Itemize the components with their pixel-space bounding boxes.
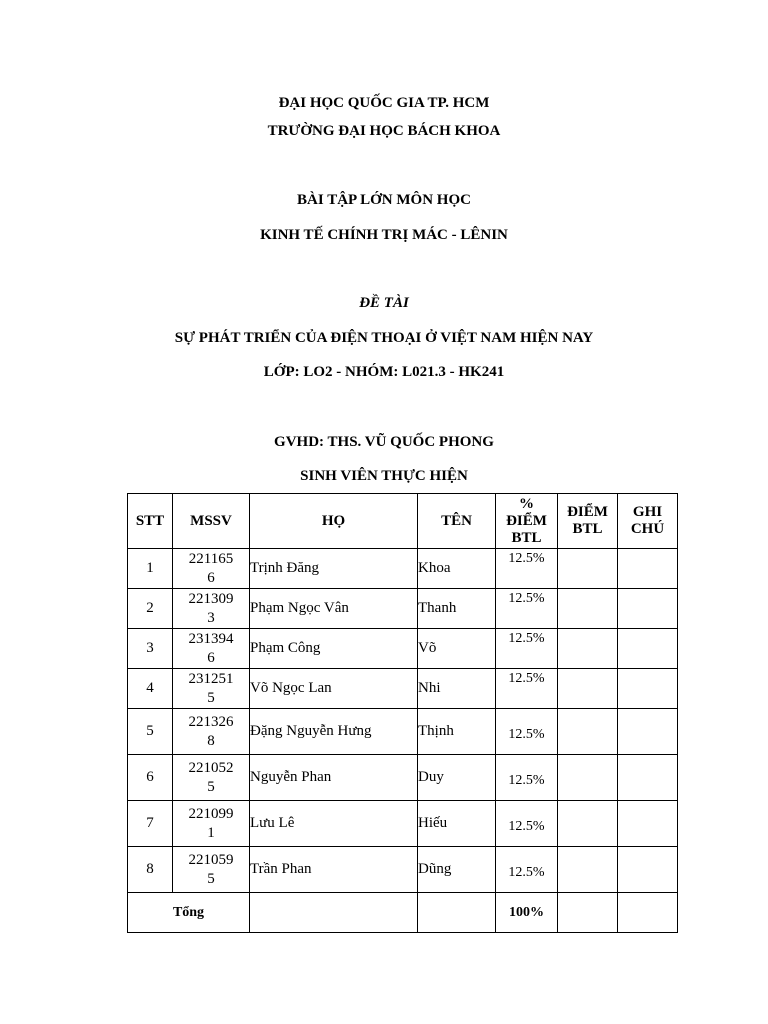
- row-ghichu: [618, 755, 678, 801]
- mssv-part-2: 5: [207, 870, 215, 887]
- table-row: [128, 847, 678, 893]
- header-percent-line3: BTL: [511, 529, 542, 546]
- row-ho: [250, 755, 418, 801]
- row-diem: [558, 755, 618, 801]
- table-row: [128, 589, 678, 629]
- row-percent: 12.5%: [496, 847, 558, 893]
- total-diem-empty: [558, 893, 618, 933]
- row-diem: [558, 801, 618, 847]
- row-percent: 12.5%: [496, 589, 558, 629]
- row-stt: 4: [128, 669, 173, 709]
- mssv-part-1: 231394: [188, 630, 234, 647]
- row-ghichu: [618, 589, 678, 629]
- row-ghichu: [618, 847, 678, 893]
- header-ghichu-line1: GHI: [632, 504, 663, 520]
- row-ten: [418, 589, 496, 629]
- ten-text: Dũng: [418, 861, 452, 877]
- ho-text: Trịnh Đăng: [250, 560, 320, 576]
- row-stt: 5: [128, 709, 173, 755]
- school-name: TRƯỜNG ĐẠI HỌC BÁCH KHOA: [267, 123, 501, 139]
- row-mssv: [173, 629, 250, 669]
- header-diem-line2: BTL: [572, 521, 603, 537]
- table-row: [128, 801, 678, 847]
- row-mssv: [173, 847, 250, 893]
- row-diem: [558, 549, 618, 589]
- total-ghichu-empty: [618, 893, 678, 933]
- row-mssv: [173, 755, 250, 801]
- row-ho: [250, 669, 418, 709]
- mssv-part-1: 221099: [188, 805, 234, 822]
- header-diem-line1: ĐIỂM: [567, 504, 608, 520]
- ho-text: Phạm Công: [250, 640, 321, 656]
- ten-text: Thanh: [418, 600, 457, 616]
- ho-text: Nguyễn Phan: [250, 769, 332, 785]
- header-percent-line1: %: [519, 495, 534, 512]
- mssv-part-2: 3: [207, 609, 215, 626]
- table-row: [128, 755, 678, 801]
- row-ghichu: [618, 669, 678, 709]
- ho-text: Võ Ngọc Lan: [250, 680, 332, 696]
- row-ho: [250, 801, 418, 847]
- row-ho: [250, 847, 418, 893]
- mssv-part-1: 221309: [188, 590, 234, 607]
- students-table: [127, 493, 678, 933]
- row-stt: 1: [128, 549, 173, 589]
- ten-text: Duy: [418, 769, 444, 785]
- header-percent: [496, 494, 558, 549]
- row-ten: [418, 847, 496, 893]
- row-ghichu: [618, 549, 678, 589]
- row-percent: 12.5%: [496, 709, 558, 755]
- topic-label: ĐỀ TÀI: [359, 295, 409, 311]
- table-row: [128, 629, 678, 669]
- row-ghichu: [618, 709, 678, 755]
- row-percent: 12.5%: [496, 669, 558, 709]
- row-mssv: [173, 589, 250, 629]
- row-percent: 12.5%: [496, 755, 558, 801]
- ten-text: Võ: [418, 640, 437, 656]
- row-stt: 2: [128, 589, 173, 629]
- ten-text: Hiếu: [418, 815, 448, 831]
- row-ghichu: [618, 629, 678, 669]
- row-percent: 12.5%: [496, 629, 558, 669]
- row-ho: [250, 629, 418, 669]
- mssv-part-2: 6: [207, 649, 215, 666]
- header-percent-line2: ĐIỂM: [506, 512, 547, 529]
- instructor: GVHD: THS. VŨ QUỐC PHONG: [274, 434, 494, 450]
- row-mssv: [173, 709, 250, 755]
- header-ten: TÊN: [418, 494, 496, 549]
- row-ghichu: [618, 801, 678, 847]
- table-row: [128, 709, 678, 755]
- row-stt: 3: [128, 629, 173, 669]
- ten-text: Khoa: [418, 560, 451, 576]
- table-header-row: [128, 494, 678, 549]
- header-mssv: MSSV: [173, 494, 250, 549]
- row-ten: [418, 801, 496, 847]
- row-diem: [558, 589, 618, 629]
- row-ten: [418, 549, 496, 589]
- header-ho: HỌ: [250, 494, 418, 549]
- total-ten-empty: [418, 893, 496, 933]
- total-ho-empty: [250, 893, 418, 933]
- row-stt: 8: [128, 847, 173, 893]
- mssv-part-2: 5: [207, 689, 215, 706]
- row-stt: 7: [128, 801, 173, 847]
- mssv-part-2: 1: [207, 824, 215, 841]
- row-stt: 6: [128, 755, 173, 801]
- ten-text: Thịnh: [418, 723, 454, 739]
- row-diem: [558, 629, 618, 669]
- mssv-part-2: 5: [207, 778, 215, 795]
- row-mssv: [173, 801, 250, 847]
- total-percent: 100%: [496, 893, 558, 933]
- row-mssv: [173, 669, 250, 709]
- row-mssv: [173, 549, 250, 589]
- students-title: SINH VIÊN THỰC HIỆN: [300, 468, 468, 484]
- course-name: KINH TẾ CHÍNH TRỊ MÁC - LÊNIN: [260, 227, 508, 243]
- mssv-part-1: 231251: [188, 670, 234, 687]
- mssv-part-1: 221326: [188, 713, 234, 730]
- row-ten: [418, 669, 496, 709]
- mssv-part-1: 221165: [188, 550, 234, 567]
- total-row: [128, 893, 678, 933]
- row-percent: 12.5%: [496, 549, 558, 589]
- mssv-part-2: 6: [207, 569, 215, 586]
- row-ten: [418, 629, 496, 669]
- header-diem: [558, 494, 618, 549]
- university-name: ĐẠI HỌC QUỐC GIA TP. HCM: [278, 95, 490, 111]
- row-diem: [558, 709, 618, 755]
- row-diem: [558, 847, 618, 893]
- row-percent: 12.5%: [496, 801, 558, 847]
- mssv-part-1: 221052: [188, 759, 234, 776]
- ho-text: Lưu Lê: [250, 815, 295, 831]
- row-ten: [418, 755, 496, 801]
- row-ten: [418, 709, 496, 755]
- table-row: [128, 669, 678, 709]
- assignment-title: BÀI TẬP LỚN MÔN HỌC: [297, 192, 471, 208]
- total-label: Tổng: [128, 893, 250, 933]
- ten-text: Nhi: [418, 680, 441, 696]
- row-ho: [250, 709, 418, 755]
- header-stt: STT: [128, 494, 173, 549]
- ho-text: Đặng Nguyễn Hưng: [250, 723, 372, 739]
- header-ghichu-line2: CHÚ: [630, 521, 665, 537]
- header-ghichu: [618, 494, 678, 549]
- row-ho: [250, 549, 418, 589]
- ho-text: Trần Phan: [250, 861, 312, 877]
- table-row: [128, 549, 678, 589]
- mssv-part-2: 8: [207, 732, 215, 749]
- ho-text: Phạm Ngọc Vân: [250, 600, 349, 616]
- mssv-part-1: 221059: [188, 851, 234, 868]
- row-ho: [250, 589, 418, 629]
- topic-title: SỰ PHÁT TRIỂN CỦA ĐIỆN THOẠI Ở VIỆT NAM HIỆN NAY: [174, 330, 594, 346]
- class-info: LỚP: LO2 - NHÓM: L021.3 - HK241: [263, 364, 505, 380]
- row-diem: [558, 669, 618, 709]
